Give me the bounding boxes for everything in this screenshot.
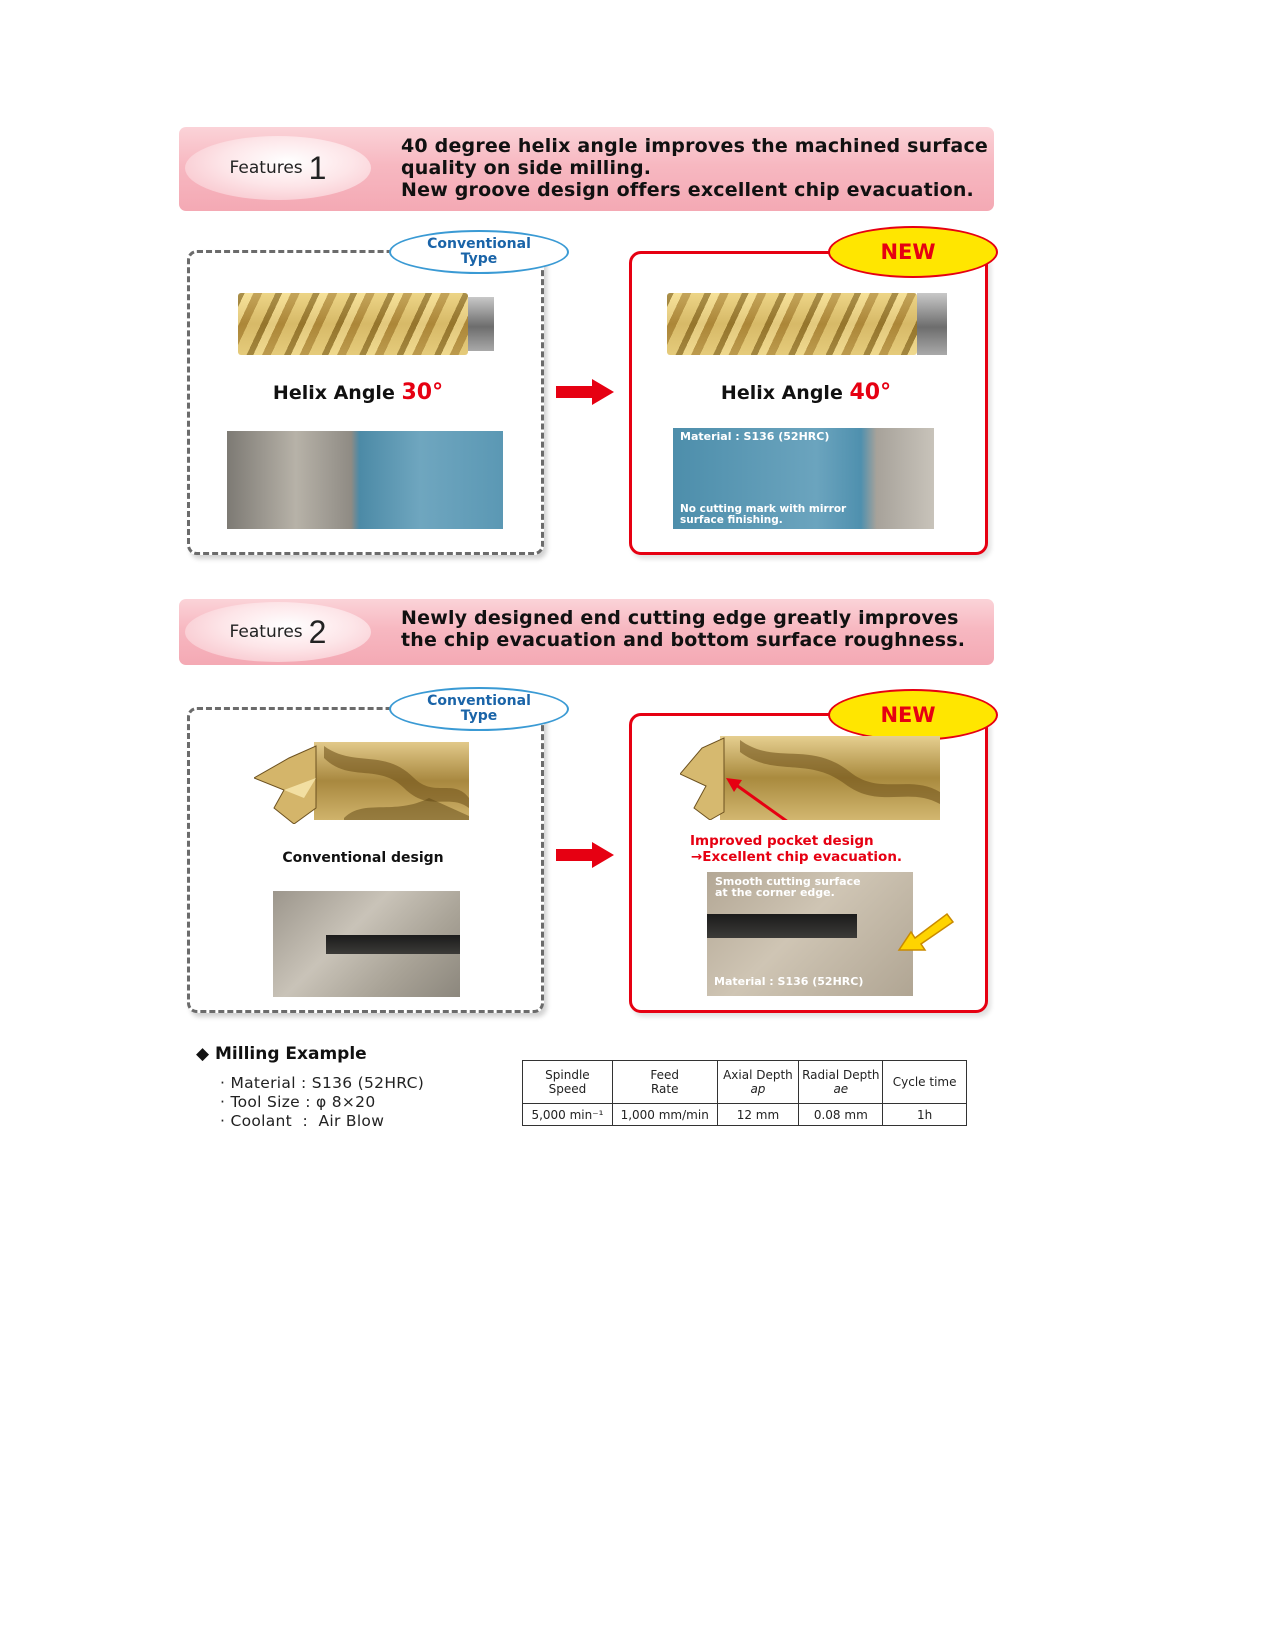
feature-2-line: the chip evacuation and bottom surface roughness. [401, 629, 966, 651]
conventional-type-tag [389, 687, 569, 731]
new-badge: NEW [828, 226, 998, 278]
value-radial-depth: 0.08 mm [799, 1104, 883, 1126]
pocket-label-line: →Excellent chip evacuation. [691, 849, 903, 865]
header-line: ap [750, 1082, 766, 1096]
table-header-row [523, 1061, 967, 1104]
improved-pocket-label [690, 833, 902, 865]
tag-line: Type [460, 708, 498, 724]
new-surface-sample [673, 428, 934, 529]
endmill-40deg-image [667, 293, 917, 355]
finish-caption-line: No cutting mark with mirror [680, 503, 847, 515]
smooth-surface-caption [715, 876, 861, 898]
feature-1-description [401, 135, 988, 201]
helix-prefix: Helix Angle [272, 382, 402, 404]
new-pocket-sample [707, 872, 913, 996]
header-axial-depth [717, 1061, 799, 1104]
milling-example-title-text: Milling Example [215, 1044, 367, 1064]
value-spindle-speed: 5,000 min⁻¹ [523, 1104, 613, 1126]
cutting-conditions-table [522, 1060, 967, 1126]
header-line: Speed [548, 1082, 587, 1096]
header-line: ae [833, 1082, 849, 1096]
feature-2-description [401, 607, 965, 651]
new-end-cutting-edge-image [680, 734, 940, 820]
header-spindle-speed [523, 1061, 613, 1104]
finish-caption-line: surface finishing. [680, 514, 783, 526]
helix-angle-30-label [198, 380, 518, 405]
header-line: Cycle time [892, 1075, 957, 1089]
finish-caption [680, 504, 846, 526]
header-cycle-time [883, 1061, 967, 1104]
tag-line: Type [460, 251, 498, 267]
table-row [523, 1104, 967, 1126]
tag-line: Conventional [427, 236, 531, 252]
spec-coolant: · Coolant : Air Blow [220, 1112, 385, 1130]
feature-1-banner [179, 127, 994, 211]
pocket-slot [707, 914, 857, 938]
endmill-shank [468, 297, 494, 351]
value-feed-rate: 1,000 mm/min [612, 1104, 717, 1126]
conventional-type-tag [389, 230, 569, 274]
new-badge: NEW [828, 689, 998, 741]
header-line: Rate [650, 1082, 679, 1096]
feature-number: 1 [308, 149, 327, 186]
feature-number: 2 [308, 613, 327, 650]
feature-2-line: Newly designed end cutting edge greatly improves [401, 607, 959, 629]
feature-1-line: New groove design offers excellent chip evacuation. [401, 179, 974, 201]
header-line: Spindle [545, 1068, 590, 1082]
feature-2-badge [185, 602, 371, 662]
milling-example-title [196, 1044, 367, 1064]
arrow-right-icon [556, 379, 614, 405]
yellow-pointer-arrow-icon [897, 910, 957, 954]
header-radial-depth [799, 1061, 883, 1104]
pocket-slot [326, 935, 460, 954]
material-caption: Material : S136 (52HRC) [714, 975, 864, 988]
header-line: Radial Depth [802, 1068, 880, 1082]
header-line: Axial Depth [723, 1068, 793, 1082]
helix-angle-40-label [646, 380, 966, 405]
spec-material: · Material : S136 (52HRC) [220, 1074, 425, 1092]
tag-line: Conventional [427, 693, 531, 709]
helix-value: 30° [401, 380, 444, 405]
conventional-end-cutting-edge-image [254, 738, 469, 824]
spec-tool-size: · Tool Size : φ 8×20 [220, 1093, 376, 1111]
endmill-30deg-image [238, 293, 468, 355]
endmill-shank [917, 293, 947, 355]
value-axial-depth: 12 mm [717, 1104, 799, 1126]
conventional-pocket-sample [273, 891, 460, 997]
smooth-caption-line: at the corner edge. [715, 886, 835, 899]
helix-prefix: Helix Angle [720, 382, 850, 404]
header-line: Feed [650, 1068, 680, 1082]
feature-label: Features [229, 158, 303, 178]
helix-value: 40° [849, 380, 892, 405]
feature-1-line: 40 degree helix angle improves the machined surface [401, 135, 989, 157]
diamond-bullet-icon: ◆ [196, 1044, 215, 1064]
pocket-label-line: Improved pocket design [690, 833, 874, 849]
header-feed-rate [612, 1061, 717, 1104]
material-caption: Material : S136 (52HRC) [680, 430, 830, 443]
feature-2-banner [179, 599, 994, 665]
value-cycle-time: 1h [883, 1104, 967, 1126]
feature-1-badge [185, 136, 371, 200]
conventional-design-caption: Conventional design [282, 850, 444, 866]
feature-1-line: quality on side milling. [401, 157, 652, 179]
arrow-right-icon [556, 842, 614, 868]
smooth-caption-line: Smooth cutting surface [715, 875, 861, 888]
conventional-surface-sample [227, 431, 503, 529]
feature-label: Features [229, 622, 303, 642]
